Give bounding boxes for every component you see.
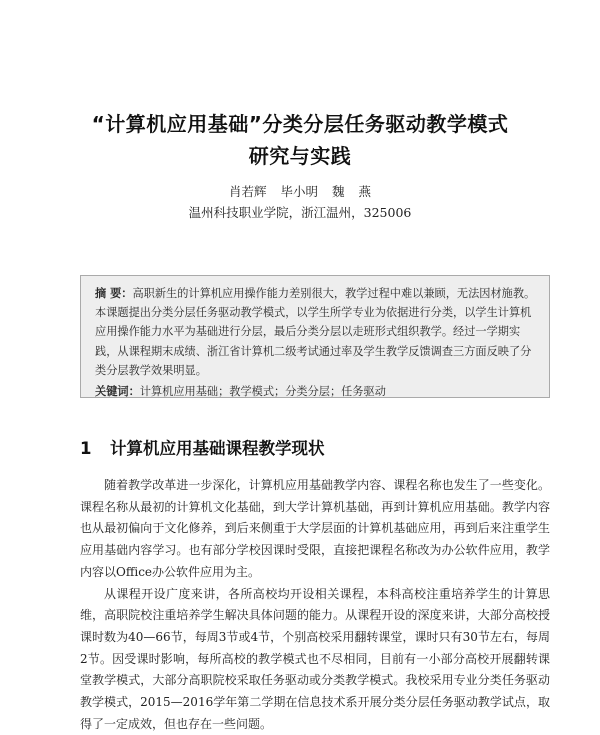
section-number: 1 [80,439,92,458]
keywords [95,382,537,401]
abstract-text: 高职新生的计算机应用操作能力差别很大，教学过程中难以兼顾，无法因材施教。本课题提出分类分层任务驱动教学模式，以学生所学专业为依据进行分类，以学生计算机应用操作能力水平为基础进行分层，最后分类分层以走班形式组织教学。经过一学期实践，从课程期末成绩、浙江省计算机二级考试通过率及学生教学反馈调查三方面反映了分类分层教学效果明显。 [95,287,536,377]
paragraph: 随着教学改革进一步深化，计算机应用基础教学内容、课程名称也发生了一些变化。课程名称从最初的计算机文化基础，到大学计算机基础，再到计算机应用基础。教学内容也从最初偏向于文化修养，到后来侧重于大学层面的计算机基础应用，再到后来注重学生应用基础内容学习。也有部分学校因课时受限，直接把课程名称改为办公软件应用，教学内容以Office办公软件应用为主。 [80,478,550,579]
keywords-label: 关键词： [95,385,140,399]
affiliation: 温州科技职业学院，浙江温州，325006 [188,205,412,220]
abstract [95,284,537,380]
paragraph: 从课程开设广度来讲，各所高校均开设相关课程，本科高校注重培养学生的计算思维，高职院校注重培养学生解决具体问题的能力。从课程开设的深度来讲，大部分高校授课时数为40—66节，每周3节或4节，个别高校采用翻转课堂，课时只有30节左右，每周2节。因受课时影响，每所高校的教学模式也不尽相同，目前有一小部分高校开展翻转课堂教学模式，大部分高职院校采取任务驱动或分类教学模式。我校采用专业分类任务驱动教学模式，2015—2016学年第二学期在信息技术系开展分类分层任务驱动教学试点，取得了一定成效，但也存在一些问题。 [80,586,550,731]
abstract-label: 摘 要： [95,287,133,300]
authors: 肖若辉 毕小明 魏 燕 [229,184,371,199]
section-heading [80,435,325,459]
abstract-box [80,275,550,398]
paper-title-line-1: “计算机应用基础”分类分层任务驱动教学模式 [91,112,509,136]
body-text [80,475,550,735]
section-title: 计算机应用基础课程教学现状 [110,439,325,458]
keywords-text: 计算机应用基础；教学模式；分类分层；任务驱动 [139,385,386,399]
paper-title-line-2: 研究与实践 [248,144,352,168]
